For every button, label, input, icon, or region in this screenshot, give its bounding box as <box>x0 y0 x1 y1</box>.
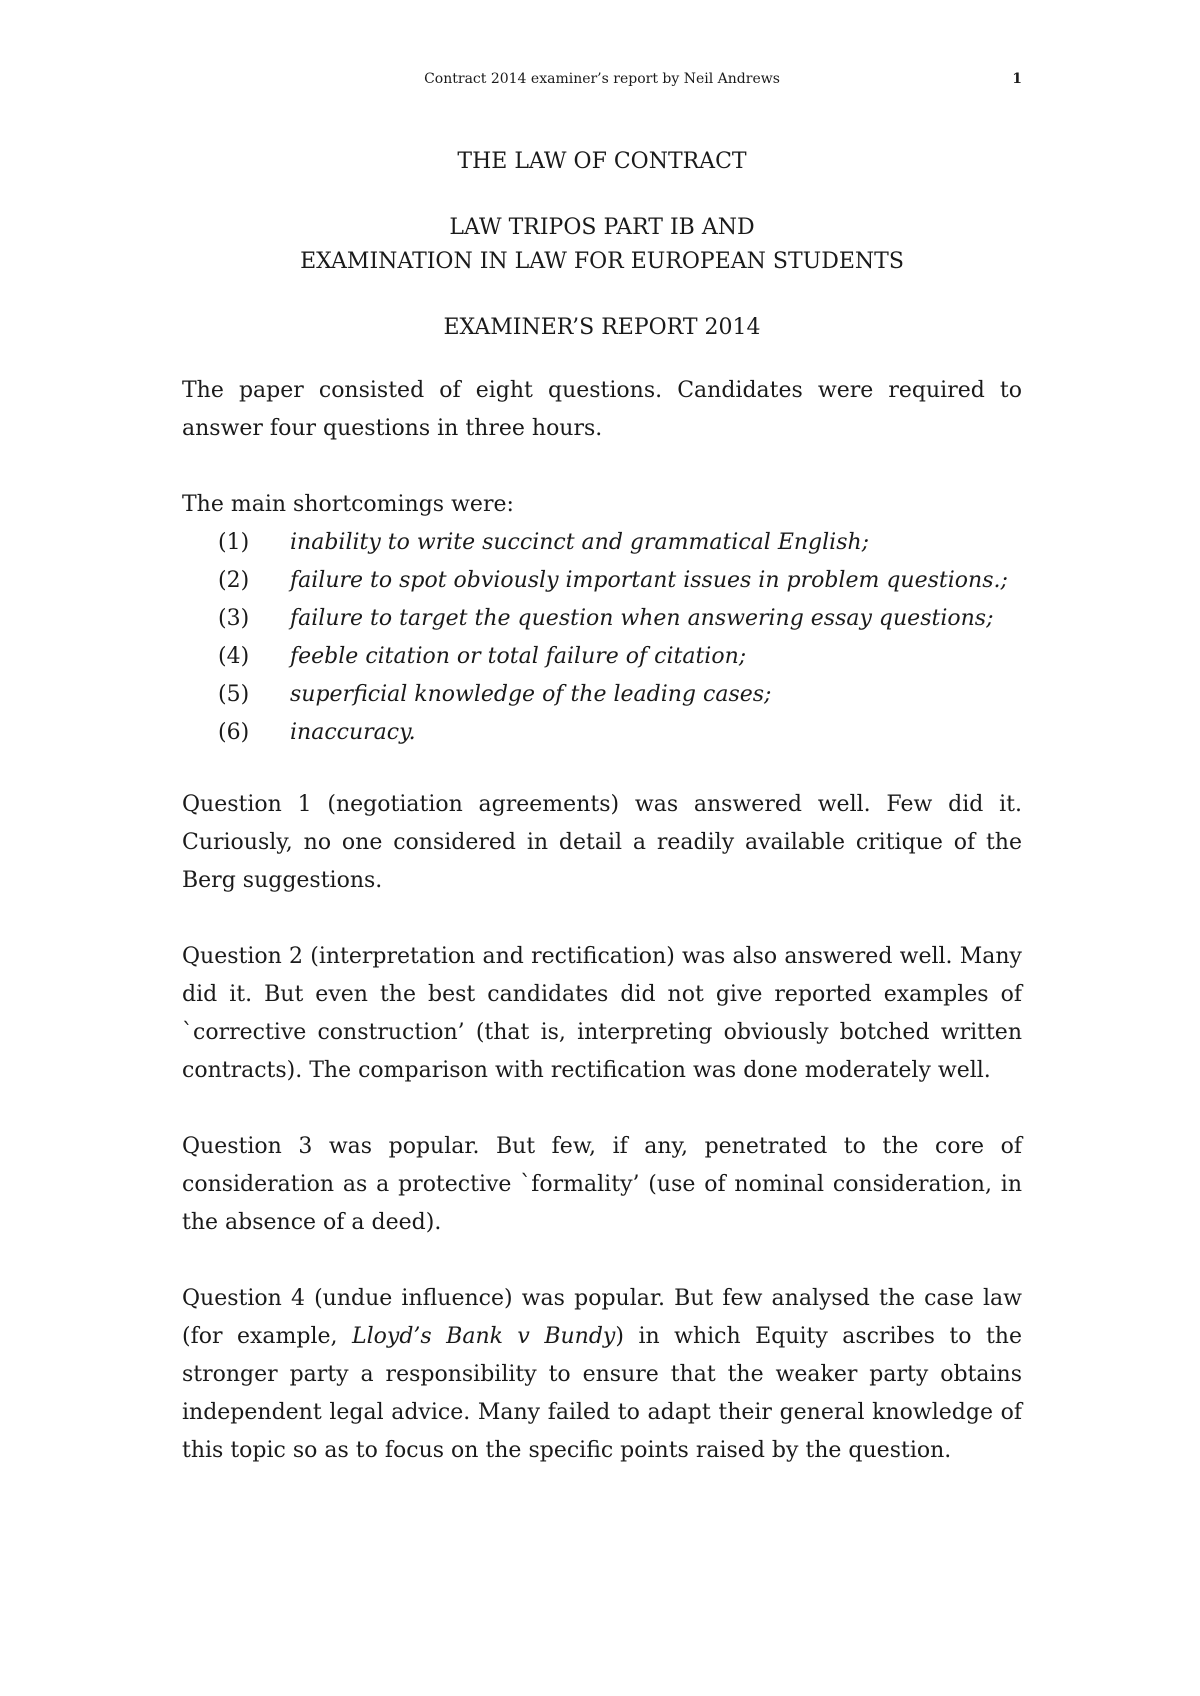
shortcomings-list <box>182 524 1022 752</box>
page-number: 1 <box>1012 71 1022 87</box>
list-item-number: (4) <box>218 644 250 669</box>
case-name: Lloyd’s Bank v Bundy <box>352 1324 616 1349</box>
list-item-number: (6) <box>218 720 250 745</box>
list-item <box>182 600 1022 638</box>
list-item-number: (3) <box>218 606 250 631</box>
list-item-text: inaccuracy. <box>290 720 416 745</box>
list-item-number: (1) <box>218 530 250 555</box>
list-item-number: (5) <box>218 682 250 707</box>
list-item <box>182 638 1022 676</box>
question-4-paragraph <box>182 1280 1022 1470</box>
question-1-paragraph: Question 1 (negotiation agreements) was answered well. Few did it. Curiously, no one considered in detail a readily available critique of the Berg suggestions. <box>182 792 1022 893</box>
list-item-text: failure to target the question when answering essay questions; <box>290 606 994 631</box>
list-item <box>182 714 1022 752</box>
question-2-paragraph: Question 2 (interpretation and rectification) was also answered well. Many did it. But even the best candidates did not give reported examples of `corrective construction’ (that is, interpreting obviously botched written contracts). The comparison with rectification was done moderately well. <box>182 944 1022 1083</box>
list-item-text: feeble citation or total failure of citation; <box>290 644 747 669</box>
shortcomings-intro: The main shortcomings were: <box>182 492 514 517</box>
report-heading <box>182 311 1022 345</box>
list-item-text: inability to write succinct and grammatical English; <box>290 530 870 555</box>
list-item-number: (2) <box>218 568 250 593</box>
list-item <box>182 562 1022 600</box>
document-title <box>182 145 1022 179</box>
list-item <box>182 676 1022 714</box>
question-3-paragraph: Question 3 was popular. But few, if any, penetrated to the core of consideration as a protective `formality’ (use of nominal consideration, in the absence of a deed). <box>182 1134 1022 1235</box>
running-header <box>182 71 1022 95</box>
list-item-text: failure to spot obviously important issues in problem questions.; <box>290 568 1008 593</box>
question-4-text-end: ) in which Equity ascribes to the stronger party a responsibility to ensure that the weaker party obtains independent legal advice. Many failed to adapt their general knowledge of this topic so as to focus on the specific points raised by the question. <box>182 1324 1022 1463</box>
document-subtitle <box>182 211 1022 279</box>
report-heading-line: EXAMINER’S REPORT 2014 <box>443 315 761 340</box>
subtitle-line-1: LAW TRIPOS PART IB AND <box>449 215 755 240</box>
list-item-text: superficial knowledge of the leading cases; <box>290 682 772 707</box>
list-item <box>182 524 1022 562</box>
subtitle-line-2: EXAMINATION IN LAW FOR EUROPEAN STUDENTS <box>300 249 904 274</box>
running-title: Contract 2014 examiner’s report by Neil Andrews <box>424 71 780 87</box>
question-4-text-start: Question 4 (undue influence) was popular. But few analysed the case law (for example, <box>182 1286 1022 1349</box>
intro-paragraph: The paper consisted of eight questions. Candidates were required to answer four questions in three hours. <box>182 378 1022 441</box>
title-line: THE LAW OF CONTRACT <box>457 149 747 174</box>
